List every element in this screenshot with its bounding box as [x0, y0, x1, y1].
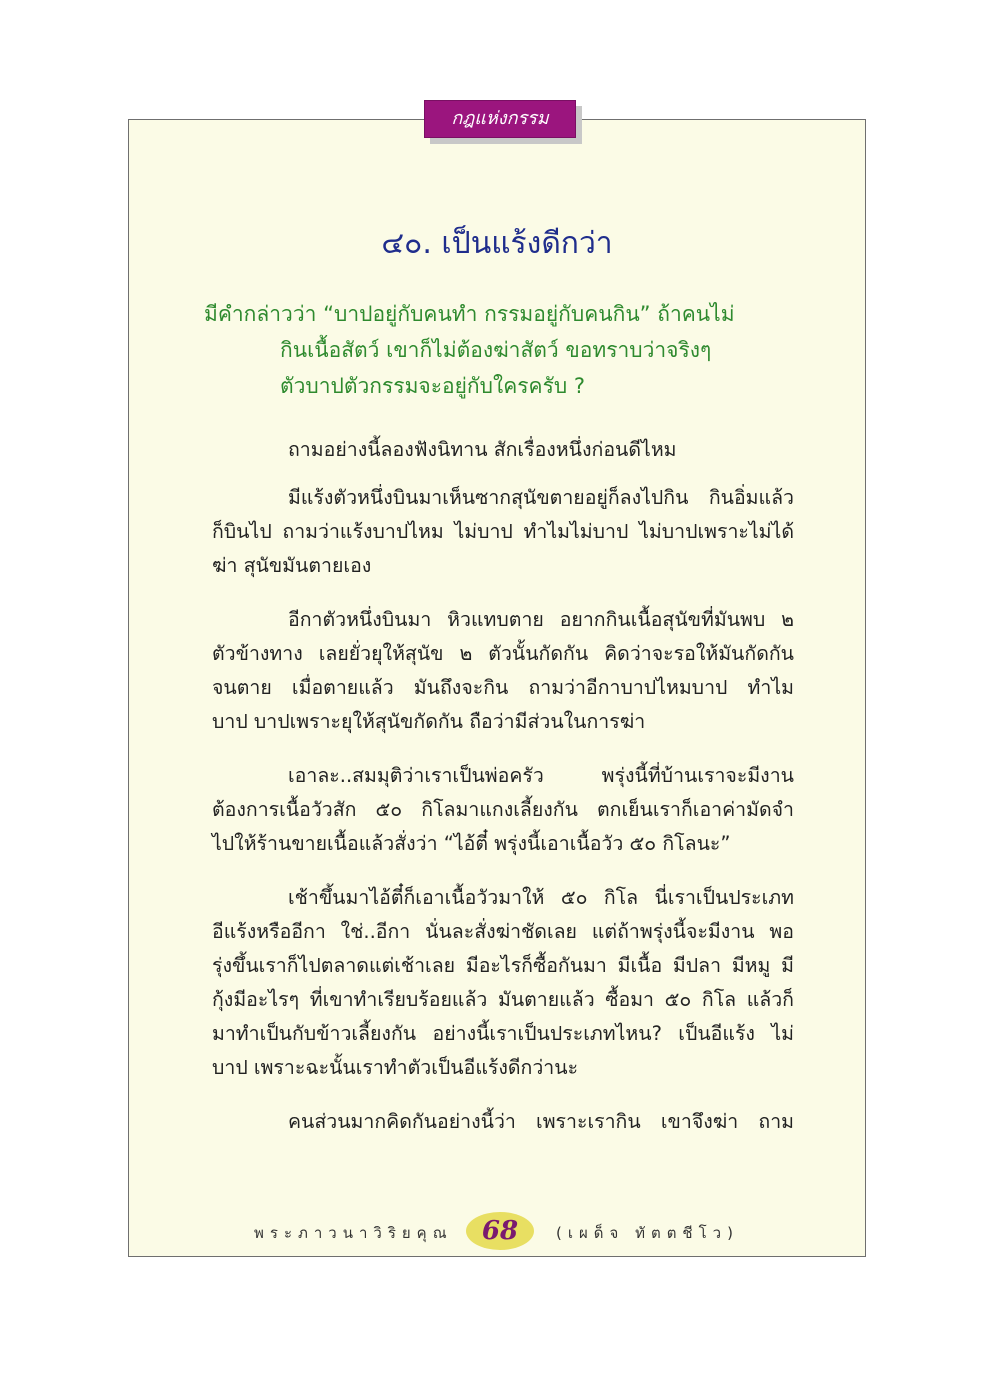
body-line: มาทำเป็นกับข้าวเลี้ยงกัน อย่างนี้เราเป็นประเภทไหน? เป็นอีแร้ง ไม่: [212, 1022, 794, 1045]
question-line: กินเนื้อสัตว์ เขาก็ไม่ต้องฆ่าสัตว์ ขอทราบว่าจริงๆ: [280, 338, 712, 362]
body-line: ก็บินไป ถามว่าแร้งบาปไหม ไม่บาป ทำไมไม่บาป ไม่บาปเพราะไม่ได้: [212, 520, 794, 543]
body-line: รุ่งขึ้นเราก็ไปตลาดแต่เช้าเลย มีอะไรก็ซื้อกันมา มีเนื้อ มีปลา มีหมู มี: [212, 954, 794, 977]
body-line: ฆ่า สุนัขมันตายเอง: [212, 554, 372, 577]
body-line: บาป เพราะฉะนั้นเราทำตัวเป็นอีแร้งดีกว่านะ: [212, 1056, 579, 1079]
footer-author: พระภาวนาวิริยคุณ: [254, 1224, 453, 1242]
body-line: ตัวข้างทาง เลยยั่วยุให้สุนัข ๒ ตัวนั้นกัดกัน คิดว่าจะรอให้มันกัดกัน: [212, 642, 794, 665]
body-line: เช้าขึ้นมาไอ้ตี๋ก็เอาเนื้อวัวมาให้ ๕๐ กิโล นี่เราเป็นประเภท: [288, 886, 794, 909]
body-line: อีแร้งหรืออีกา ใช่..อีกา นั่นละสั่งฆ่าชัดเลย แต่ถ้าพรุ่งนี้จะมีงาน พอ: [212, 920, 794, 943]
header-tab: กฎแห่งกรรม: [424, 100, 576, 138]
question-line: มีคำกล่าวว่า “บาปอยู่กับคนทำ กรรมอยู่กับคนกิน” ถ้าคนไม่: [204, 302, 735, 326]
body-line: จนตาย เมื่อตายแล้ว มันถึงจะกิน ถามว่าอีกาบาปไหมบาป ทำไม: [212, 676, 794, 699]
body-line: มีแร้งตัวหนึ่งบินมาเห็นซากสุนัขตายอยู่ก็ลงไปกิน กินอิ่มแล้ว: [288, 486, 794, 509]
body-line: กุ้งมีอะไรๆ ที่เขาทำเรียบร้อยแล้ว มันตายแล้ว ซื้อมา ๕๐ กิโล แล้วก็: [212, 988, 794, 1011]
body-line: ถามอย่างนี้ลองฟังนิทาน สักเรื่องหนึ่งก่อนดีไหม: [288, 438, 677, 461]
body-line: เอาละ..สมมุติว่าเราเป็นพ่อครัว พรุ่งนี้ที่บ้านเราจะมีงาน: [288, 764, 794, 787]
footer-author-name: (เผด็จ ทัตตชีโว): [556, 1224, 739, 1242]
body-line: ต้องการเนื้อวัวสัก ๕๐ กิโลมาแกงเลี้ยงกัน ตกเย็นเราก็เอาค่ามัดจำ: [212, 798, 794, 821]
page-number: 68: [481, 1216, 519, 1246]
body-line: คนส่วนมากคิดกันอย่างนี้ว่า เพราะเรากิน เขาจึงฆ่า ถาม: [288, 1110, 794, 1133]
body-line: อีกาตัวหนึ่งบินมา หิวแทบตาย อยากกินเนื้อสุนัขที่มันพบ ๒: [288, 608, 794, 631]
body-line: บาป บาปเพราะยุให้สุนัขกัดกัน ถือว่ามีส่วนในการฆ่า: [212, 710, 646, 733]
question-line: ตัวบาปตัวกรรมจะอยู่กับใครครับ ?: [280, 374, 586, 398]
body-line: ไปให้ร้านขายเนื้อแล้วสั่งว่า “ไอ้ตี๋ พรุ่งนี้เอาเนื้อวัว ๕๐ กิโลนะ”: [212, 832, 731, 855]
chapter-title: ๔๐. เป็นแร้งดีกว่า: [381, 226, 613, 261]
